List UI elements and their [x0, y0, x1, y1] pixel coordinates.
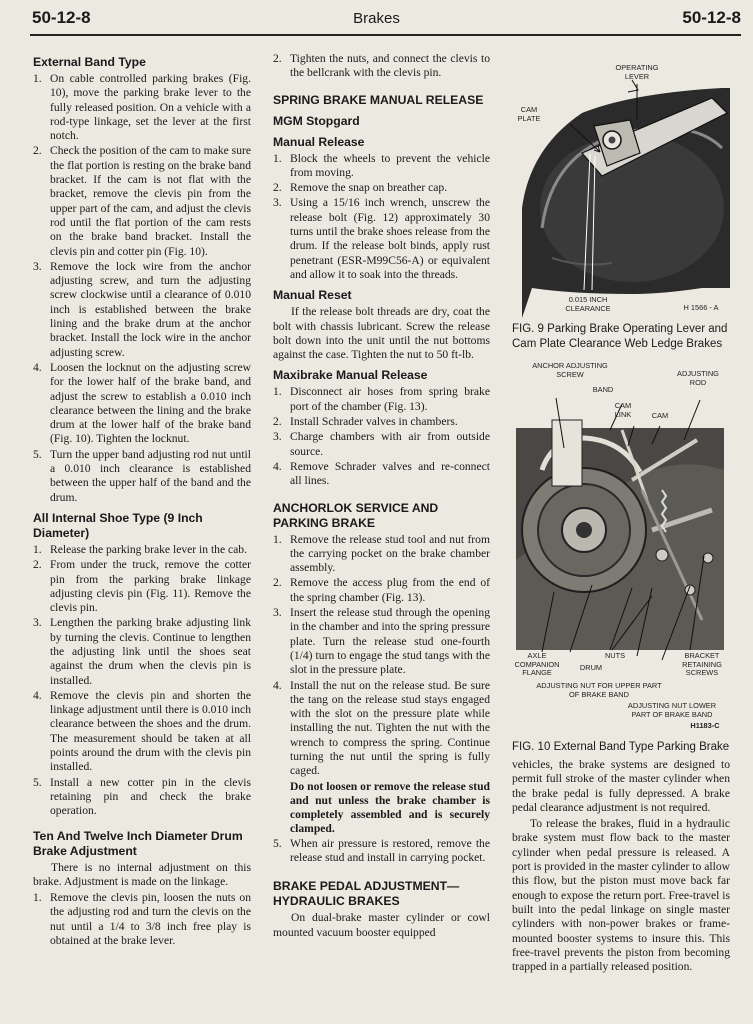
heading-internal-shoe: All Internal Shoe Type (9 Inch Diameter): [33, 510, 203, 540]
figure-9-caption: FIG. 9 Parking Brake Operating Lever and Cam Plate Clearance Web Ledge Brakes: [512, 323, 728, 350]
label-cam-link: CAM LINK: [614, 401, 632, 419]
warning-note: Do not loosen or remove the release stud and nut unless the brake chamber is completely assembled and is securely clamped.: [290, 779, 490, 836]
list-item: 3. Lengthen the parking brake adjusting link by turning the clevis. Continue to lengthen the adjusting link until the shoes seat against the drum when the clevis pin is installed.: [33, 616, 251, 687]
list-item: 1. Disconnect air hoses from spring brake port of the chamber (Fig. 13).: [273, 385, 490, 413]
heading-manual-reset: Manual Reset: [273, 288, 352, 303]
list-item: 5. When air pressure is restored, remove the release stud and install in carrying pocket.: [273, 836, 490, 865]
heading-ten-twelve-inch: Ten And Twelve Inch Diameter Drum Brake Adjustment: [33, 828, 243, 858]
list-item: 1. Remove the clevis pin, loosen the nuts on the adjusting rod and turn the clevis on the nut until a 1/4 to 3/8 inch free play is obtained at the brake lever.: [33, 891, 251, 948]
list-item: 5. Install a new cotter pin in the clevis retaining pin and check the brake operation.: [33, 775, 251, 818]
header-rule: [30, 34, 741, 36]
list-item: 2. Remove the snap on breather cap.: [273, 181, 448, 195]
label-bracket-retaining-screws: BRACKET RETAINING SCREWS: [682, 651, 722, 678]
figure-10-caption: FIG. 10 External Band Type Parking Brake: [512, 741, 730, 753]
page-number-right: 50-12-8: [682, 8, 741, 27]
list-item: 4. Install the nut on the release stud. Be sure the tang on the release stud stays engaged with the slot on the pressure plate while installing the nut. Tighten the nut with the wrench to compress the spring. Continue turning the nut until the spring is fully caged.: [273, 678, 490, 778]
label-cam-plate: CAM PLATE: [517, 105, 541, 123]
heading-brake-pedal: BRAKE PEDAL ADJUSTMENT— HYDRAULIC BRAKES: [273, 879, 460, 909]
external-band-steps: [33, 72, 251, 505]
list-item: 3. Charge chambers with air from outside source.: [273, 430, 490, 458]
heading-maxibrake: Maxibrake Manual Release: [273, 368, 428, 383]
fig9-code: H 1566 - A: [683, 303, 719, 312]
label-adjusting-rod: ADJUSTING ROD: [677, 369, 719, 387]
list-item: 4. Loosen the locknut on the adjusting screw for the lower half of the brake band, and adjust the screw to establish a 0.010 inch clearance between the lining and the brake drum at the lower half of the brake band (Fig. 10). Tighten the locknut.: [33, 360, 251, 446]
column-3: [512, 58, 730, 976]
list-item: 2. Tighten the nuts, and connect the clevis to the bellcrank with the clevis pin.: [273, 52, 490, 80]
label-nuts: NUTS: [604, 651, 626, 660]
fig10-code: H1183-C: [690, 721, 720, 730]
ten-twelve-paragraph: There is no internal adjustment on this brake. Adjustment is made on the linkage.: [33, 860, 251, 888]
heading-external-band: External Band Type: [33, 55, 146, 69]
manual-reset-paragraph: If the release bolt threads are dry, coat the bolt with chassis lubricant. Screw the release bolt down into the unit until the nut bottoms against the case. Tighten the nut to 50 ft-lb.: [273, 305, 490, 362]
page-number-left: 50-12-8: [32, 8, 91, 27]
list-item: 2. Install Schrader valves in chambers.: [273, 415, 458, 429]
label-band: BAND: [592, 385, 614, 394]
heading-mgm-stopgard: MGM Stopgard: [273, 113, 360, 128]
list-item: 4. Remove Schrader valves and re-connect all lines.: [273, 459, 490, 488]
label-anchor-adjusting-screw: ANCHOR ADJUSTING SCREW: [532, 361, 608, 379]
list-item: 2. Check the position of the cam to make sure the flat portion is resting on the brake band bracket. If the cam is not flat with the bracket, remove the clevis pin from the upper part of the cam, and adjust the clevis rod until the flat portion of the cam rests on the brake band bracket. Install the clevis pin and cotter pin (Fig. 10).: [33, 144, 251, 258]
brake-lever-illustration: [512, 58, 730, 320]
list-item: 3. Remove the lock wire from the anchor adjusting screw, and turn the adjusting screw clockwise until a clearance of 0.010 inch is established between the brake lining and the brake drum at the anchor bracket. Install the lock wire in the anchor adjusting screw.: [33, 259, 251, 359]
list-item: 2. From under the truck, remove the cotter pin from the parking brake linkage adjusting clevis pin (Fig. 11). Remove the clevis pin.: [33, 558, 251, 615]
label-clearance: 0.015 INCH CLEARANCE: [565, 295, 611, 313]
internal-shoe-steps: [33, 543, 251, 819]
figure-10: [512, 360, 730, 738]
label-upper-adjusting-nut: ADJUSTING NUT FOR UPPER PART OF BRAKE BAND: [536, 681, 662, 699]
label-drum: DRUM: [579, 663, 603, 672]
list-item: 1. On cable controlled parking brakes (Fig. 10), move the parking brake lever to the fully released position. On a vehicle with a rod-type linkage, set the lever at the first notch.: [33, 72, 251, 143]
heading-anchorlok: ANCHORLOK SERVICE AND PARKING BRAKE: [273, 500, 439, 530]
list-item: 3. Using a 15/16 inch wrench, unscrew the release bolt (Fig. 12) approximately 30 turns until the brake shoes release from the drum. If the release bolt binds, apply rust penetrant (ESR-M99C56-A) or equivalent and allow it to soak into the threads.: [273, 196, 490, 281]
continued-steps: [273, 52, 490, 81]
anchorlok-steps-continued: [273, 837, 490, 866]
manual-release-steps: [273, 152, 490, 283]
pedal-paragraph-continued: vehicles, the brake systems are designed to permit full stroke of the master cylinder when the brake pedal is fully depressed. A brake pedal clearance adjustment is not required.: [512, 758, 730, 814]
column-1: [33, 52, 251, 949]
heading-spring-brake: SPRING BRAKE MANUAL RELEASE: [273, 92, 484, 107]
list-item: 1. Block the wheels to prevent the vehicle from moving.: [273, 151, 490, 179]
list-item: 1. Remove the release stud tool and nut from the carrying pocket on the brake chamber assembly.: [273, 532, 490, 575]
heading-manual-release: Manual Release: [273, 134, 365, 149]
list-item: 2. Remove the access plug from the end of the spring chamber (Fig. 13).: [273, 576, 490, 604]
brake-pedal-paragraph: On dual-brake master cylinder or cowl mounted vacuum booster equipped: [273, 911, 490, 939]
maxibrake-steps: [273, 385, 490, 488]
list-item: 5. Turn the upper band adjusting rod nut until a 0.010 inch clearance is established between the upper half of the band and the drum.: [33, 447, 251, 504]
list-item: 1. Release the parking brake lever in the cab.: [33, 542, 248, 556]
label-operating-lever: OPERATING LEVER: [615, 63, 659, 81]
page-header: [0, 0, 753, 40]
figure-9: [512, 58, 730, 320]
column-2: [273, 52, 490, 942]
label-lower-adjusting-nut: ADJUSTING NUT LOWER PART OF BRAKE BAND: [627, 701, 717, 719]
section-title: Brakes: [353, 10, 400, 27]
release-fluid-paragraph: To release the brakes, fluid in a hydraulic brake system must flow back to the master cylinder when pedal pressure is released. A port is provided in the master cylinder to allow this flow, but the piston must move back far enough to expose the return port. Free-travel is built into the pedal linkage on single master cylinders with non-power brakes or frame-mounted booster systems to insure this. This free-travel prevents the piston from becoming trapped in a partially released position.: [512, 817, 730, 974]
list-item: 4. Remove the clevis pin and shorten the linkage adjustment until there is 0.010 inch clearance between the shoes and the drum. The measurement should be taken at all points around the drum with the clevis pin installed.: [33, 688, 251, 774]
ten-twelve-steps: [33, 891, 251, 948]
label-cam: CAM: [651, 411, 669, 420]
list-item: 3. Insert the release stud through the opening in the chamber and into the spring pressure plate. Turn the release stud one-fourth (1/4) turn to engage the stud tangs with the slot in the pressure plate.: [273, 606, 490, 677]
anchorlok-steps: [273, 533, 490, 779]
label-axle-companion-flange: AXLE COMPANION FLANGE: [514, 651, 560, 678]
